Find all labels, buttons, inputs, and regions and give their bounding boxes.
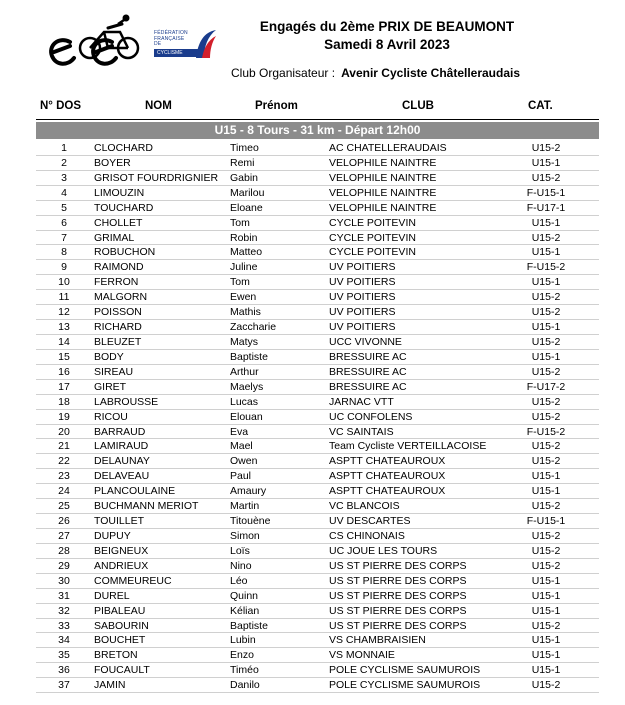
cell-num: 24 — [58, 485, 70, 498]
cell-prenom: Loïs — [230, 544, 250, 557]
cell-prenom: Baptiste — [230, 619, 268, 632]
cell-club: AC CHATELLERAUDAIS — [329, 142, 447, 154]
cell-num: 14 — [58, 335, 70, 348]
column-header-cat: CAT. — [528, 100, 553, 112]
cell-nom: BOUCHET — [94, 634, 146, 647]
cell-prenom: Marilou — [230, 186, 265, 199]
cell-num: 34 — [58, 634, 70, 647]
cell-prenom: Matys — [230, 335, 259, 348]
cell-num: 18 — [58, 395, 70, 408]
cell-club: VELOPHILE NAINTRE — [329, 201, 437, 214]
cell-cat: U15-2 — [531, 410, 561, 423]
cell-prenom: Juline — [230, 261, 258, 274]
cell-club: POLE CYCLISME SAUMUROIS — [329, 664, 481, 677]
cell-nom: BRETON — [94, 649, 138, 662]
organizer-line — [231, 66, 520, 80]
cell-prenom: Baptiste — [230, 350, 268, 363]
cell-num: 28 — [58, 544, 70, 557]
cell-club: CYCLE POITEVIN — [329, 246, 416, 259]
cell-nom: RICOU — [94, 410, 128, 423]
table-row — [36, 439, 599, 454]
cell-cat: U15-2 — [531, 544, 561, 557]
cell-num: 31 — [58, 589, 70, 602]
organizer-name: Avenir Cycliste Châtelleraudais — [341, 66, 521, 80]
cell-num: 5 — [61, 201, 67, 214]
cell-cat: U15-1 — [531, 246, 561, 259]
cell-cat: U15-1 — [531, 216, 561, 229]
cell-club: BRESSUIRE AC — [329, 365, 407, 378]
cell-num: 27 — [58, 529, 70, 542]
table-row — [36, 678, 599, 693]
cell-nom: PIBALEAU — [94, 604, 146, 617]
table-row — [36, 290, 599, 305]
table-row — [36, 544, 599, 559]
cell-cat: U15-1 — [531, 156, 561, 169]
cell-prenom: Matteo — [230, 246, 263, 259]
cell-prenom: Elouan — [230, 410, 263, 423]
cell-nom: RAIMOND — [94, 261, 144, 274]
cell-club: US ST PIERRE DES CORPS — [329, 589, 467, 602]
cell-nom: JAMIN — [94, 679, 126, 692]
cell-prenom: Robin — [230, 231, 258, 244]
cell-nom: BOYER — [94, 156, 131, 169]
cell-nom: PLANCOULAINE — [94, 485, 176, 498]
cell-prenom: Enzo — [230, 649, 254, 662]
table-row — [36, 275, 599, 290]
cell-cat: U15-2 — [531, 142, 561, 154]
cell-club: JARNAC VTT — [329, 395, 394, 408]
cell-prenom: Timeo — [230, 142, 259, 154]
cell-num: 37 — [58, 679, 70, 692]
cell-cat: F-U15-1 — [526, 515, 566, 528]
cell-num: 2 — [61, 156, 67, 169]
cell-cat: U15-2 — [531, 395, 561, 408]
cell-num: 17 — [58, 380, 70, 393]
cell-nom: BARRAUD — [94, 425, 146, 438]
table-row — [36, 454, 599, 469]
cell-num: 26 — [58, 515, 70, 528]
cell-nom: ROBUCHON — [94, 246, 156, 259]
cell-prenom: Kélian — [230, 604, 260, 617]
cell-num: 29 — [58, 559, 70, 572]
cell-num: 9 — [61, 261, 67, 274]
entries-table — [36, 141, 599, 693]
cell-club: UV POITIERS — [329, 276, 396, 289]
cell-num: 8 — [61, 246, 67, 259]
table-row — [36, 216, 599, 231]
cell-num: 3 — [61, 171, 67, 184]
cell-cat: U15-2 — [531, 529, 561, 542]
document-date: Samedi 8 Avril 2023 — [324, 37, 450, 52]
cell-club: US ST PIERRE DES CORPS — [329, 574, 467, 587]
table-row — [36, 320, 599, 335]
table-row — [36, 619, 599, 634]
cell-nom: RICHARD — [94, 321, 142, 334]
cell-cat: U15-2 — [531, 559, 561, 572]
cell-num: 21 — [58, 440, 70, 453]
cell-club: CYCLE POITEVIN — [329, 231, 416, 244]
cell-nom: COMMEUREUC — [94, 574, 172, 587]
cell-cat: U15-1 — [531, 276, 561, 289]
table-row — [36, 469, 599, 484]
cell-club: CS CHINONAIS — [329, 529, 405, 542]
cell-prenom: Remi — [230, 156, 255, 169]
cell-cat: U15-1 — [531, 634, 561, 647]
cell-cat: U15-2 — [531, 335, 561, 348]
table-row — [36, 186, 599, 201]
cell-club: UV POITIERS — [329, 261, 396, 274]
cell-cat: U15-1 — [531, 470, 561, 483]
cell-prenom: Tom — [230, 216, 250, 229]
table-row — [36, 514, 599, 529]
cell-nom: GRIMAL — [94, 231, 135, 244]
cell-club: UV POITIERS — [329, 321, 396, 334]
cell-nom: DUPUY — [94, 529, 131, 542]
cell-nom: CHOLLET — [94, 216, 143, 229]
cell-club: CYCLE POITEVIN — [329, 216, 416, 229]
table-row — [36, 395, 599, 410]
cell-cat: U15-2 — [531, 171, 561, 184]
column-header-prenom: Prénom — [255, 100, 298, 112]
cell-cat: F-U15-2 — [526, 425, 566, 438]
cell-club: UC JOUE LES TOURS — [329, 544, 438, 557]
cell-prenom: Zaccharie — [230, 321, 277, 334]
table-row — [36, 633, 599, 648]
table-row — [36, 156, 599, 171]
cell-cat: U15-1 — [531, 664, 561, 677]
ffc-logo — [154, 28, 218, 62]
table-row — [36, 380, 599, 395]
cell-club: BRESSUIRE AC — [329, 380, 407, 393]
table-row — [36, 529, 599, 544]
club-logo — [46, 14, 140, 72]
cell-nom: MALGORN — [94, 291, 148, 304]
cell-prenom: Simon — [230, 529, 260, 542]
cell-cat: U15-1 — [531, 589, 561, 602]
cell-num: 4 — [61, 186, 67, 199]
cell-num: 16 — [58, 365, 70, 378]
cell-prenom: Léo — [230, 574, 248, 587]
table-row — [36, 574, 599, 589]
cell-prenom: Martin — [230, 500, 260, 513]
table-row — [36, 141, 599, 156]
cell-club: UV POITIERS — [329, 291, 396, 304]
cell-nom: TOUILLET — [94, 515, 144, 528]
cell-club: ASPTT CHATEAUROUX — [329, 455, 446, 468]
cell-cat: F-U17-1 — [526, 201, 566, 214]
table-row — [36, 499, 599, 514]
table-row — [36, 484, 599, 499]
cell-num: 11 — [58, 291, 70, 304]
cell-prenom: Eloane — [230, 201, 263, 214]
cell-club: US ST PIERRE DES CORPS — [329, 604, 467, 617]
cell-cat: U15-2 — [531, 679, 561, 692]
cell-club: UCC VIVONNE — [329, 335, 402, 348]
cell-num: 25 — [58, 500, 70, 513]
cell-club: ASPTT CHATEAUROUX — [329, 485, 446, 498]
ffc-logo-bar: CYCLISME — [154, 49, 200, 57]
cell-nom: DELAUNAY — [94, 455, 150, 468]
cell-num: 6 — [61, 216, 67, 229]
cell-prenom: Lubin — [230, 634, 256, 647]
cell-nom: LABROUSSE — [94, 395, 159, 408]
cell-nom: DUREL — [94, 589, 130, 602]
table-row — [36, 425, 599, 440]
cell-prenom: Mael — [230, 440, 253, 453]
cell-prenom: Mathis — [230, 306, 261, 319]
table-row — [36, 604, 599, 619]
cell-club: ASPTT CHATEAUROUX — [329, 470, 446, 483]
cell-cat: U15-1 — [531, 604, 561, 617]
cell-nom: ANDRIEUX — [94, 559, 149, 572]
document-title: Engagés du 2ème PRIX DE BEAUMONT — [259, 19, 515, 34]
cell-prenom: Titouène — [230, 515, 271, 528]
cell-nom: BEIGNEUX — [94, 544, 149, 557]
cell-cat: U15-2 — [531, 231, 561, 244]
cell-nom: BLEUZET — [94, 335, 142, 348]
table-row — [36, 335, 599, 350]
cell-num: 1 — [61, 142, 67, 154]
cell-club: VELOPHILE NAINTRE — [329, 171, 437, 184]
table-row — [36, 648, 599, 663]
cell-cat: U15-1 — [531, 485, 561, 498]
column-header-num: N° DOS — [40, 100, 82, 112]
table-row — [36, 663, 599, 678]
cell-cat: U15-2 — [531, 365, 561, 378]
cell-cat: U15-2 — [531, 306, 561, 319]
cell-prenom: Nino — [230, 559, 252, 572]
cell-num: 10 — [58, 276, 70, 289]
cell-nom: DELAVEAU — [94, 470, 150, 483]
column-header-club: CLUB — [402, 100, 434, 112]
table-row — [36, 305, 599, 320]
cell-num: 15 — [58, 350, 70, 363]
cell-prenom: Ewen — [230, 291, 257, 304]
table-row — [36, 171, 599, 186]
table-row — [36, 201, 599, 216]
cell-num: 30 — [58, 574, 70, 587]
cell-num: 36 — [58, 664, 70, 677]
cell-prenom: Tom — [230, 276, 250, 289]
cell-nom: LAMIRAUD — [94, 440, 149, 453]
cell-cat: F-U15-2 — [526, 261, 566, 274]
ffc-swoosh-icon — [194, 28, 218, 60]
cell-nom: POISSON — [94, 306, 142, 319]
cell-cat: U15-1 — [531, 649, 561, 662]
cell-prenom: Amaury — [230, 485, 267, 498]
cell-num: 12 — [58, 306, 70, 319]
cell-num: 22 — [58, 455, 70, 468]
cell-cat: U15-2 — [531, 500, 561, 513]
header-divider — [36, 119, 599, 120]
cell-prenom: Danilo — [230, 679, 260, 692]
table-row — [36, 260, 599, 275]
cell-num: 19 — [58, 410, 70, 423]
cell-num: 33 — [58, 619, 70, 632]
cell-club: VS MONNAIE — [329, 649, 395, 662]
table-row — [36, 350, 599, 365]
column-header-nom: NOM — [145, 100, 172, 112]
cell-club: US ST PIERRE DES CORPS — [329, 619, 467, 632]
cell-prenom: Quinn — [230, 589, 259, 602]
organizer-label: Club Organisateur : — [231, 66, 336, 80]
cell-cat: U15-2 — [531, 619, 561, 632]
cell-prenom: Gabin — [230, 171, 259, 184]
cell-club: VELOPHILE NAINTRE — [329, 156, 437, 169]
cell-nom: GRISOT FOURDRIGNIER — [94, 171, 219, 184]
cell-num: 35 — [58, 649, 70, 662]
cell-cat: U15-2 — [531, 440, 561, 453]
cell-num: 23 — [58, 470, 70, 483]
cell-club: UV DESCARTES — [329, 515, 411, 528]
race-section-header: U15 - 8 Tours - 31 km - Départ 12h00 — [36, 122, 599, 139]
cell-cat: F-U17-2 — [526, 380, 566, 393]
cell-nom: GIRET — [94, 380, 127, 393]
cell-prenom: Lucas — [230, 395, 259, 408]
cell-prenom: Arthur — [230, 365, 259, 378]
cell-club: US ST PIERRE DES CORPS — [329, 559, 467, 572]
cell-club: VC SAINTAIS — [329, 425, 394, 438]
cell-club: VELOPHILE NAINTRE — [329, 186, 437, 199]
cell-club: BRESSUIRE AC — [329, 350, 407, 363]
cell-club: POLE CYCLISME SAUMUROIS — [329, 679, 481, 692]
cell-nom: FOUCAULT — [94, 664, 150, 677]
cell-nom: BODY — [94, 350, 124, 363]
cell-club: UC CONFOLENS — [329, 410, 413, 423]
table-row — [36, 410, 599, 425]
table-row — [36, 365, 599, 380]
cell-prenom: Timéo — [230, 664, 259, 677]
cell-club: UV POITIERS — [329, 306, 396, 319]
cell-num: 32 — [58, 604, 70, 617]
cell-nom: SIREAU — [94, 365, 134, 378]
table-row — [36, 231, 599, 246]
cell-cat: U15-2 — [531, 291, 561, 304]
cell-num: 13 — [58, 321, 70, 334]
cell-cat: U15-1 — [531, 321, 561, 334]
cell-nom: FERRON — [94, 276, 139, 289]
table-row — [36, 559, 599, 574]
cell-num: 7 — [61, 231, 67, 244]
cell-nom: TOUCHARD — [94, 201, 154, 214]
cell-cat: F-U15-1 — [526, 186, 566, 199]
cell-nom: CLOCHARD — [94, 142, 153, 154]
cell-prenom: Owen — [230, 455, 258, 468]
cell-prenom: Eva — [230, 425, 249, 438]
cell-club: VC BLANCOIS — [329, 500, 400, 513]
cell-nom: BUCHMANN MERIOT — [94, 500, 199, 513]
cell-cat: U15-2 — [531, 455, 561, 468]
cell-prenom: Maelys — [230, 380, 264, 393]
ffc-logo-text: FÉDÉRATION FRANÇAISE DE — [154, 30, 188, 47]
cell-nom: LIMOUZIN — [94, 186, 145, 199]
cell-nom: SABOURIN — [94, 619, 149, 632]
cell-cat: U15-1 — [531, 574, 561, 587]
cell-club: Team Cycliste VERTEILLACOISE — [329, 440, 487, 453]
table-row — [36, 589, 599, 604]
cell-num: 20 — [58, 425, 70, 438]
cell-cat: U15-1 — [531, 350, 561, 363]
cell-prenom: Paul — [230, 470, 252, 483]
table-row — [36, 245, 599, 260]
cell-club: VS CHAMBRAISIEN — [329, 634, 426, 647]
